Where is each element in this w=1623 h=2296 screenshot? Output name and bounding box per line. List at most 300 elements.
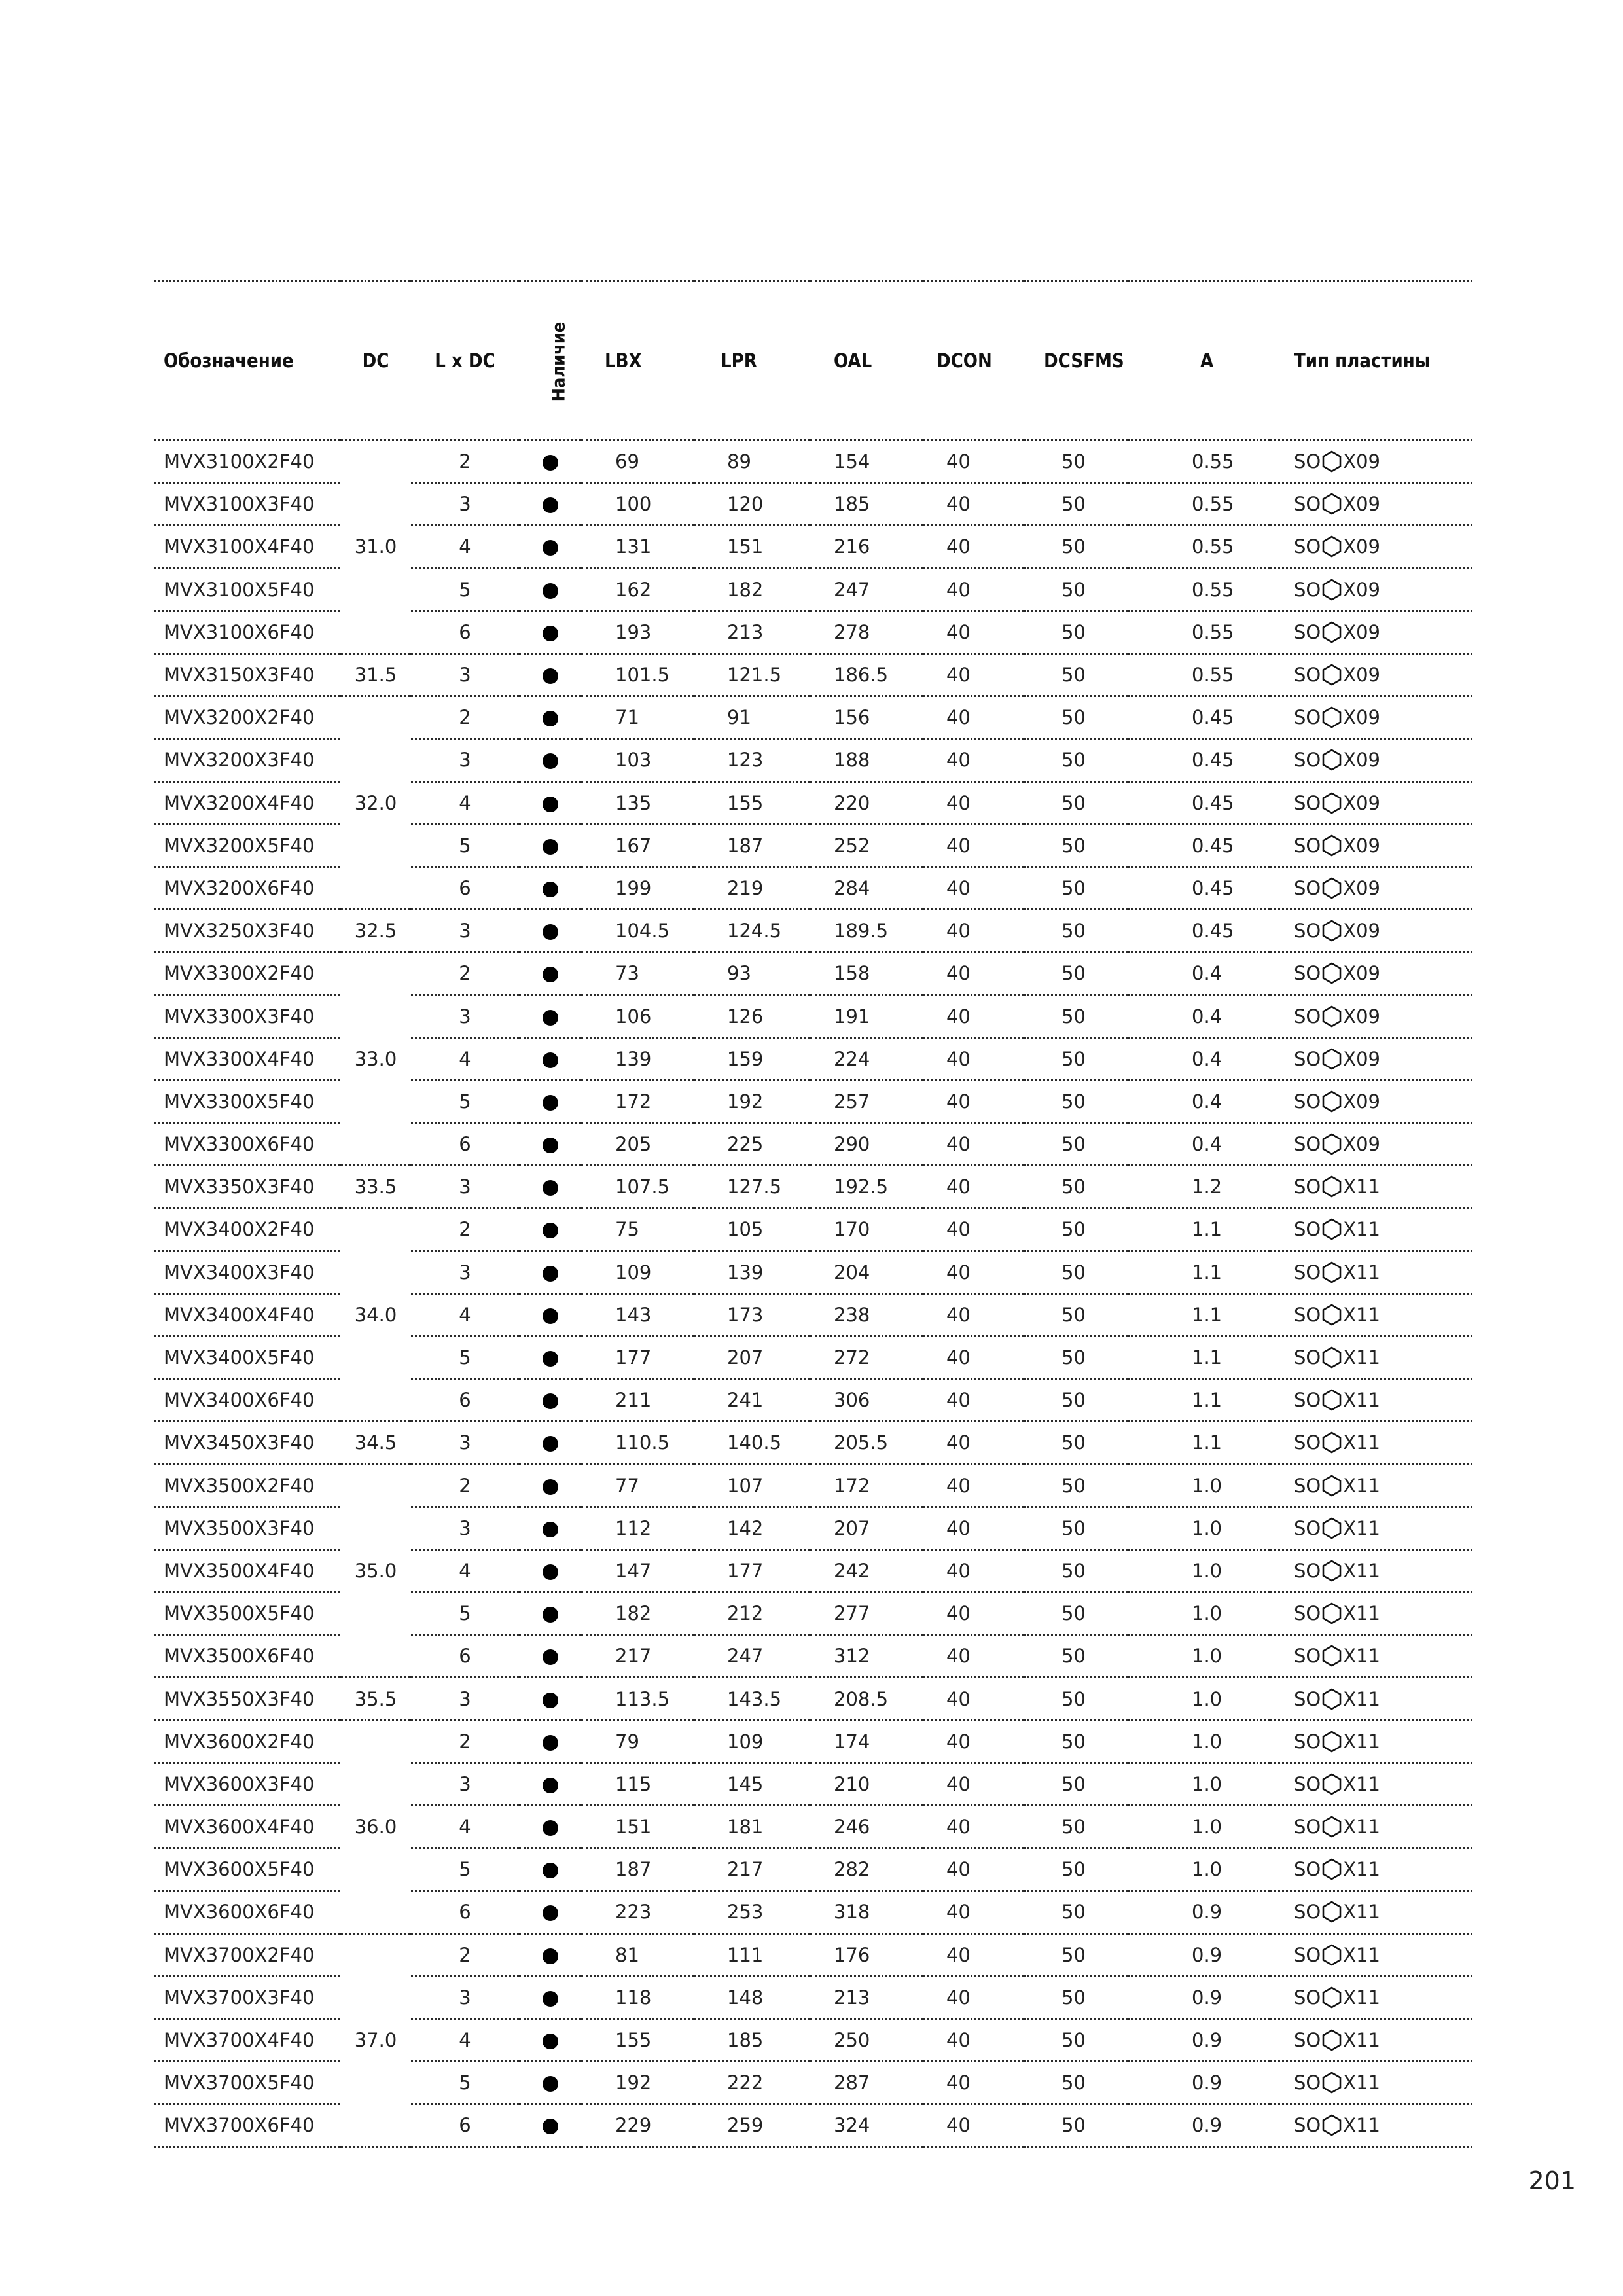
- cell-designation: MVX3100X3F40: [154, 483, 340, 526]
- cell-oal: 242: [810, 1549, 923, 1592]
- col-header-insert-type: Тип пластины: [1294, 350, 1431, 372]
- insert-suffix: X11: [1343, 1730, 1381, 1753]
- cell-insert-type: [1270, 1464, 1472, 1507]
- cell-dcsfms: 50: [1024, 1080, 1128, 1122]
- cell-a: 0.55: [1128, 611, 1270, 653]
- insert-prefix: SO: [1294, 1175, 1321, 1198]
- cell-a: 0.4: [1128, 1080, 1270, 1122]
- cell-l-x-dc: 3: [411, 1251, 519, 1293]
- insert-suffix: X09: [1343, 664, 1381, 687]
- cell-l-x-dc: 5: [411, 1080, 519, 1122]
- hexagon-icon: [1321, 792, 1343, 814]
- cell-a: 1.0: [1128, 1592, 1270, 1635]
- cell-insert-type: [1270, 995, 1472, 1037]
- insert-code: [1294, 877, 1380, 899]
- availability-dot-icon: [543, 2034, 558, 2049]
- cell-designation: MVX3600X2F40: [154, 1720, 340, 1763]
- cell-insert-type: [1270, 1891, 1472, 1933]
- cell-l-x-dc: 4: [411, 1549, 519, 1592]
- hexagon-icon: [1321, 1346, 1343, 1369]
- cell-lpr: 109: [694, 1720, 810, 1763]
- insert-code: [1294, 450, 1380, 473]
- insert-code: [1294, 920, 1380, 942]
- cell-designation: MVX3400X5F40: [154, 1336, 340, 1378]
- cell-a: 0.45: [1128, 739, 1270, 781]
- insert-code: [1294, 1431, 1380, 1454]
- cell-dcon: 40: [923, 1720, 1024, 1763]
- insert-suffix: X11: [1343, 1816, 1381, 1839]
- cell-oal: 277: [810, 1592, 923, 1635]
- cell-lbx: 139: [581, 1037, 694, 1080]
- insert-code: [1294, 1816, 1380, 1838]
- cell-availability: [519, 1336, 581, 1378]
- cell-availability: [519, 568, 581, 611]
- cell-designation: MVX3450X3F40: [154, 1422, 340, 1464]
- cell-insert-type: [1270, 440, 1472, 483]
- cell-dc: 33.5: [340, 1166, 411, 1208]
- cell-oal: 250: [810, 2018, 923, 2061]
- cell-lbx: 229: [581, 2104, 694, 2147]
- cell-oal: 205.5: [810, 1422, 923, 1464]
- cell-l-x-dc: 4: [411, 2018, 519, 2061]
- cell-dcon: 40: [923, 1635, 1024, 1677]
- cell-a: 0.45: [1128, 824, 1270, 867]
- availability-dot-icon: [543, 882, 558, 897]
- insert-code: [1294, 621, 1380, 643]
- insert-suffix: X09: [1343, 493, 1381, 516]
- insert-prefix: SO: [1294, 1346, 1321, 1369]
- cell-lpr: 219: [694, 867, 810, 909]
- cell-lbx: 112: [581, 1507, 694, 1549]
- cell-designation: MVX3500X2F40: [154, 1464, 340, 1507]
- cell-insert-type: [1270, 1933, 1472, 1976]
- cell-designation: MVX3500X6F40: [154, 1635, 340, 1677]
- availability-dot-icon: [543, 1351, 558, 1367]
- cell-availability: [519, 1976, 581, 2018]
- insert-prefix: SO: [1294, 1516, 1321, 1539]
- cell-availability: [519, 1251, 581, 1293]
- cell-insert-type: [1270, 483, 1472, 526]
- cell-lbx: 143: [581, 1293, 694, 1336]
- cell-a: 0.9: [1128, 2062, 1270, 2104]
- cell-a: 0.45: [1128, 910, 1270, 952]
- cell-availability: [519, 1208, 581, 1251]
- cell-insert-type: [1270, 611, 1472, 653]
- cell-dc: 33.0: [340, 952, 411, 1166]
- cell-oal: 278: [810, 611, 923, 653]
- cell-l-x-dc: 3: [411, 1763, 519, 1805]
- hexagon-icon: [1321, 1175, 1343, 1198]
- cell-designation: MVX3350X3F40: [154, 1166, 340, 1208]
- hexagon-icon: [1321, 1986, 1343, 2009]
- cell-dcsfms: 50: [1024, 611, 1128, 653]
- cell-dcon: 40: [923, 1208, 1024, 1251]
- cell-lpr: 151: [694, 526, 810, 568]
- cell-availability: [519, 1293, 581, 1336]
- cell-lbx: 101.5: [581, 653, 694, 696]
- cell-designation: MVX3700X2F40: [154, 1933, 340, 1976]
- cell-lpr: 155: [694, 781, 810, 824]
- insert-code: [1294, 1218, 1380, 1240]
- insert-suffix: X11: [1343, 1772, 1381, 1795]
- hexagon-icon: [1321, 920, 1343, 942]
- insert-suffix: X09: [1343, 1005, 1381, 1028]
- availability-dot-icon: [543, 1991, 558, 2007]
- cell-insert-type: [1270, 1592, 1472, 1635]
- insert-prefix: SO: [1294, 1261, 1321, 1283]
- insert-code: [1294, 1475, 1380, 1497]
- insert-code: [1294, 1346, 1380, 1369]
- insert-code: [1294, 1175, 1380, 1198]
- cell-l-x-dc: 3: [411, 1166, 519, 1208]
- cell-oal: 318: [810, 1891, 923, 1933]
- cell-availability: [519, 1422, 581, 1464]
- cell-lpr: 187: [694, 824, 810, 867]
- insert-suffix: X11: [1343, 1516, 1381, 1539]
- cell-a: 0.55: [1128, 526, 1270, 568]
- cell-designation: MVX3300X2F40: [154, 952, 340, 995]
- hexagon-icon: [1321, 535, 1343, 558]
- cell-oal: 252: [810, 824, 923, 867]
- hexagon-icon: [1321, 1261, 1343, 1283]
- insert-suffix: X11: [1343, 1986, 1381, 2009]
- cell-lbx: 71: [581, 696, 694, 739]
- insert-prefix: SO: [1294, 749, 1321, 772]
- hexagon-icon: [1321, 1731, 1343, 1753]
- cell-dc: 32.0: [340, 696, 411, 910]
- insert-suffix: X11: [1343, 2072, 1381, 2094]
- cell-dcsfms: 50: [1024, 1037, 1128, 1080]
- insert-suffix: X11: [1343, 1261, 1381, 1283]
- cell-lbx: 79: [581, 1720, 694, 1763]
- cell-dcsfms: 50: [1024, 1251, 1128, 1293]
- cell-l-x-dc: 3: [411, 1976, 519, 2018]
- insert-suffix: X09: [1343, 920, 1381, 942]
- cell-dcsfms: 50: [1024, 1806, 1128, 1848]
- insert-suffix: X11: [1343, 1389, 1381, 1412]
- cell-designation: MVX3700X3F40: [154, 1976, 340, 2018]
- availability-dot-icon: [543, 1308, 558, 1324]
- cell-designation: MVX3500X5F40: [154, 1592, 340, 1635]
- cell-oal: 272: [810, 1336, 923, 1378]
- cell-insert-type: [1270, 739, 1472, 781]
- cell-dcsfms: 50: [1024, 1549, 1128, 1592]
- cell-designation: MVX3400X3F40: [154, 1251, 340, 1293]
- cell-lpr: 222: [694, 2062, 810, 2104]
- cell-oal: 220: [810, 781, 923, 824]
- insert-prefix: SO: [1294, 2029, 1321, 2052]
- cell-lbx: 193: [581, 611, 694, 653]
- availability-dot-icon: [543, 1905, 558, 1921]
- cell-insert-type: [1270, 2062, 1472, 2104]
- cell-designation: MVX3100X5F40: [154, 568, 340, 611]
- insert-code: [1294, 962, 1380, 984]
- cell-a: 0.9: [1128, 2018, 1270, 2061]
- cell-availability: [519, 1379, 581, 1422]
- cell-dcsfms: 50: [1024, 2062, 1128, 2104]
- cell-insert-type: [1270, 1166, 1472, 1208]
- cell-a: 0.45: [1128, 696, 1270, 739]
- cell-lbx: 131: [581, 526, 694, 568]
- hexagon-icon: [1321, 1090, 1343, 1113]
- cell-dcon: 40: [923, 1293, 1024, 1336]
- cell-a: 0.4: [1128, 1123, 1270, 1166]
- cell-insert-type: [1270, 653, 1472, 696]
- insert-prefix: SO: [1294, 791, 1321, 814]
- cell-insert-type: [1270, 696, 1472, 739]
- cell-l-x-dc: 6: [411, 1635, 519, 1677]
- cell-insert-type: [1270, 2018, 1472, 2061]
- availability-dot-icon: [543, 1436, 558, 1452]
- cell-availability: [519, 1080, 581, 1122]
- insert-prefix: SO: [1294, 578, 1321, 601]
- cell-oal: 224: [810, 1037, 923, 1080]
- cell-lpr: 225: [694, 1123, 810, 1166]
- cell-lpr: 217: [694, 1848, 810, 1891]
- insert-suffix: X09: [1343, 1047, 1381, 1070]
- cell-lpr: 143.5: [694, 1677, 810, 1720]
- cell-dc: 34.0: [340, 1208, 411, 1422]
- availability-dot-icon: [543, 1735, 558, 1751]
- cell-dcon: 40: [923, 1549, 1024, 1592]
- insert-prefix: SO: [1294, 1901, 1321, 1924]
- cell-insert-type: [1270, 1379, 1472, 1422]
- insert-suffix: X09: [1343, 876, 1381, 899]
- cell-dcsfms: 50: [1024, 739, 1128, 781]
- cell-a: 0.4: [1128, 995, 1270, 1037]
- cell-oal: 216: [810, 526, 923, 568]
- table-row: [154, 653, 1472, 696]
- insert-suffix: X09: [1343, 578, 1381, 601]
- table-row: [154, 1208, 1472, 1251]
- cell-lbx: 223: [581, 1891, 694, 1933]
- cell-oal: 210: [810, 1763, 923, 1805]
- cell-a: 1.1: [1128, 1208, 1270, 1251]
- cell-l-x-dc: 3: [411, 653, 519, 696]
- cell-oal: 287: [810, 2062, 923, 2104]
- availability-dot-icon: [543, 2076, 558, 2092]
- cell-dcon: 40: [923, 440, 1024, 483]
- col-header-dcsfms: DCSFMS: [1044, 350, 1124, 372]
- cell-availability: [519, 2104, 581, 2147]
- cell-designation: MVX3250X3F40: [154, 910, 340, 952]
- availability-dot-icon: [543, 1863, 558, 1878]
- cell-l-x-dc: 6: [411, 1123, 519, 1166]
- cell-dc: 37.0: [340, 1933, 411, 2147]
- cell-dcsfms: 50: [1024, 696, 1128, 739]
- cell-insert-type: [1270, 1507, 1472, 1549]
- insert-prefix: SO: [1294, 962, 1321, 985]
- cell-lpr: 259: [694, 2104, 810, 2147]
- cell-designation: MVX3100X4F40: [154, 526, 340, 568]
- cell-dcsfms: 50: [1024, 1336, 1128, 1378]
- hexagon-icon: [1321, 1901, 1343, 1923]
- cell-dcsfms: 50: [1024, 1592, 1128, 1635]
- cell-lpr: 107: [694, 1464, 810, 1507]
- cell-lbx: 77: [581, 1464, 694, 1507]
- cell-oal: 247: [810, 568, 923, 611]
- tool-specification-table: [154, 280, 1472, 2148]
- cell-l-x-dc: 5: [411, 824, 519, 867]
- cell-oal: 176: [810, 1933, 923, 1976]
- insert-prefix: SO: [1294, 1389, 1321, 1412]
- hexagon-icon: [1321, 749, 1343, 771]
- cell-dcsfms: 50: [1024, 440, 1128, 483]
- cell-lbx: 177: [581, 1336, 694, 1378]
- insert-code: [1294, 1773, 1380, 1795]
- insert-prefix: SO: [1294, 834, 1321, 857]
- insert-suffix: X11: [1343, 1645, 1381, 1668]
- col-header-a: A: [1200, 350, 1214, 372]
- cell-l-x-dc: 5: [411, 568, 519, 611]
- availability-dot-icon: [543, 1649, 558, 1665]
- hexagon-icon: [1321, 1431, 1343, 1454]
- col-header-dc: DC: [362, 350, 389, 372]
- availability-dot-icon: [543, 839, 558, 855]
- cell-dc: 34.5: [340, 1422, 411, 1464]
- cell-oal: 188: [810, 739, 923, 781]
- insert-suffix: X11: [1343, 1218, 1381, 1241]
- cell-l-x-dc: 2: [411, 1720, 519, 1763]
- insert-code: [1294, 1560, 1380, 1582]
- insert-code: [1294, 1901, 1380, 1923]
- insert-code: [1294, 1304, 1380, 1326]
- cell-l-x-dc: 5: [411, 1848, 519, 1891]
- cell-dcon: 40: [923, 1763, 1024, 1805]
- cell-oal: 154: [810, 440, 923, 483]
- table-row: [154, 1166, 1472, 1208]
- cell-dcsfms: 50: [1024, 1848, 1128, 1891]
- insert-prefix: SO: [1294, 1730, 1321, 1753]
- insert-code: [1294, 1133, 1380, 1155]
- cell-availability: [519, 1720, 581, 1763]
- cell-dcsfms: 50: [1024, 1635, 1128, 1677]
- cell-lbx: 172: [581, 1080, 694, 1122]
- cell-availability: [519, 611, 581, 653]
- insert-code: [1294, 1090, 1380, 1113]
- cell-a: 0.4: [1128, 1037, 1270, 1080]
- cell-availability: [519, 1464, 581, 1507]
- cell-designation: MVX3300X6F40: [154, 1123, 340, 1166]
- cell-designation: MVX3400X2F40: [154, 1208, 340, 1251]
- insert-prefix: SO: [1294, 1943, 1321, 1966]
- insert-code: [1294, 1688, 1380, 1710]
- availability-dot-icon: [543, 711, 558, 726]
- cell-lpr: 192: [694, 1080, 810, 1122]
- cell-dcon: 40: [923, 995, 1024, 1037]
- cell-dcon: 40: [923, 611, 1024, 653]
- availability-dot-icon: [543, 1095, 558, 1111]
- cell-dcsfms: 50: [1024, 1293, 1128, 1336]
- cell-lpr: 241: [694, 1379, 810, 1422]
- cell-l-x-dc: 2: [411, 696, 519, 739]
- cell-oal: 324: [810, 2104, 923, 2147]
- col-header-oal: OAL: [834, 350, 872, 372]
- cell-designation: MVX3300X4F40: [154, 1037, 340, 1080]
- cell-dcon: 40: [923, 1464, 1024, 1507]
- availability-dot-icon: [543, 668, 558, 684]
- cell-l-x-dc: 3: [411, 1677, 519, 1720]
- insert-code: [1294, 1602, 1380, 1624]
- insert-prefix: SO: [1294, 1602, 1321, 1625]
- col-header-lbx: LBX: [605, 350, 642, 372]
- cell-lbx: 135: [581, 781, 694, 824]
- cell-designation: MVX3400X4F40: [154, 1293, 340, 1336]
- cell-oal: 306: [810, 1379, 923, 1422]
- cell-lpr: 124.5: [694, 910, 810, 952]
- cell-dcon: 40: [923, 1976, 1024, 2018]
- cell-oal: 312: [810, 1635, 923, 1677]
- cell-designation: MVX3200X5F40: [154, 824, 340, 867]
- cell-lbx: 211: [581, 1379, 694, 1422]
- cell-dcsfms: 50: [1024, 1720, 1128, 1763]
- hexagon-icon: [1321, 1389, 1343, 1411]
- insert-code: [1294, 1048, 1380, 1070]
- cell-oal: 207: [810, 1507, 923, 1549]
- cell-lbx: 167: [581, 824, 694, 867]
- cell-designation: MVX3600X4F40: [154, 1806, 340, 1848]
- cell-lbx: 100: [581, 483, 694, 526]
- cell-availability: [519, 1933, 581, 1976]
- insert-code: [1294, 1986, 1380, 2009]
- cell-designation: MVX3300X5F40: [154, 1080, 340, 1122]
- insert-suffix: X11: [1343, 2029, 1381, 2052]
- cell-lbx: 187: [581, 1848, 694, 1891]
- hexagon-icon: [1321, 1475, 1343, 1497]
- cell-dcon: 40: [923, 1422, 1024, 1464]
- cell-dcsfms: 50: [1024, 1933, 1128, 1976]
- cell-availability: [519, 1891, 581, 1933]
- insert-code: [1294, 1858, 1380, 1880]
- cell-a: 0.9: [1128, 2104, 1270, 2147]
- table-header: [154, 281, 1472, 440]
- cell-designation: MVX3200X2F40: [154, 696, 340, 739]
- cell-lbx: 147: [581, 1549, 694, 1592]
- cell-l-x-dc: 3: [411, 1507, 519, 1549]
- availability-dot-icon: [543, 753, 558, 769]
- availability-dot-icon: [543, 2119, 558, 2134]
- cell-lpr: 89: [694, 440, 810, 483]
- insert-suffix: X11: [1343, 1431, 1381, 1454]
- availability-dot-icon: [543, 1180, 558, 1196]
- cell-availability: [519, 2062, 581, 2104]
- hexagon-icon: [1321, 834, 1343, 857]
- insert-prefix: SO: [1294, 1559, 1321, 1582]
- cell-insert-type: [1270, 1251, 1472, 1293]
- cell-oal: 257: [810, 1080, 923, 1122]
- cell-dcsfms: 50: [1024, 1208, 1128, 1251]
- cell-availability: [519, 910, 581, 952]
- cell-dcon: 40: [923, 568, 1024, 611]
- cell-insert-type: [1270, 2104, 1472, 2147]
- insert-prefix: SO: [1294, 1474, 1321, 1497]
- cell-dc: 35.5: [340, 1677, 411, 1720]
- cell-lpr: 140.5: [694, 1422, 810, 1464]
- insert-prefix: SO: [1294, 493, 1321, 516]
- table-row: [154, 1933, 1472, 1976]
- cell-a: 1.0: [1128, 1720, 1270, 1763]
- availability-dot-icon: [543, 1266, 558, 1282]
- insert-prefix: SO: [1294, 1687, 1321, 1710]
- cell-insert-type: [1270, 1848, 1472, 1891]
- table-row: [154, 1720, 1472, 1763]
- col-header-l-x-dc: L x DC: [435, 350, 495, 372]
- insert-suffix: X11: [1343, 2114, 1381, 2137]
- cell-a: 1.1: [1128, 1379, 1270, 1422]
- cell-a: 0.55: [1128, 568, 1270, 611]
- cell-a: 1.0: [1128, 1549, 1270, 1592]
- availability-dot-icon: [543, 1393, 558, 1409]
